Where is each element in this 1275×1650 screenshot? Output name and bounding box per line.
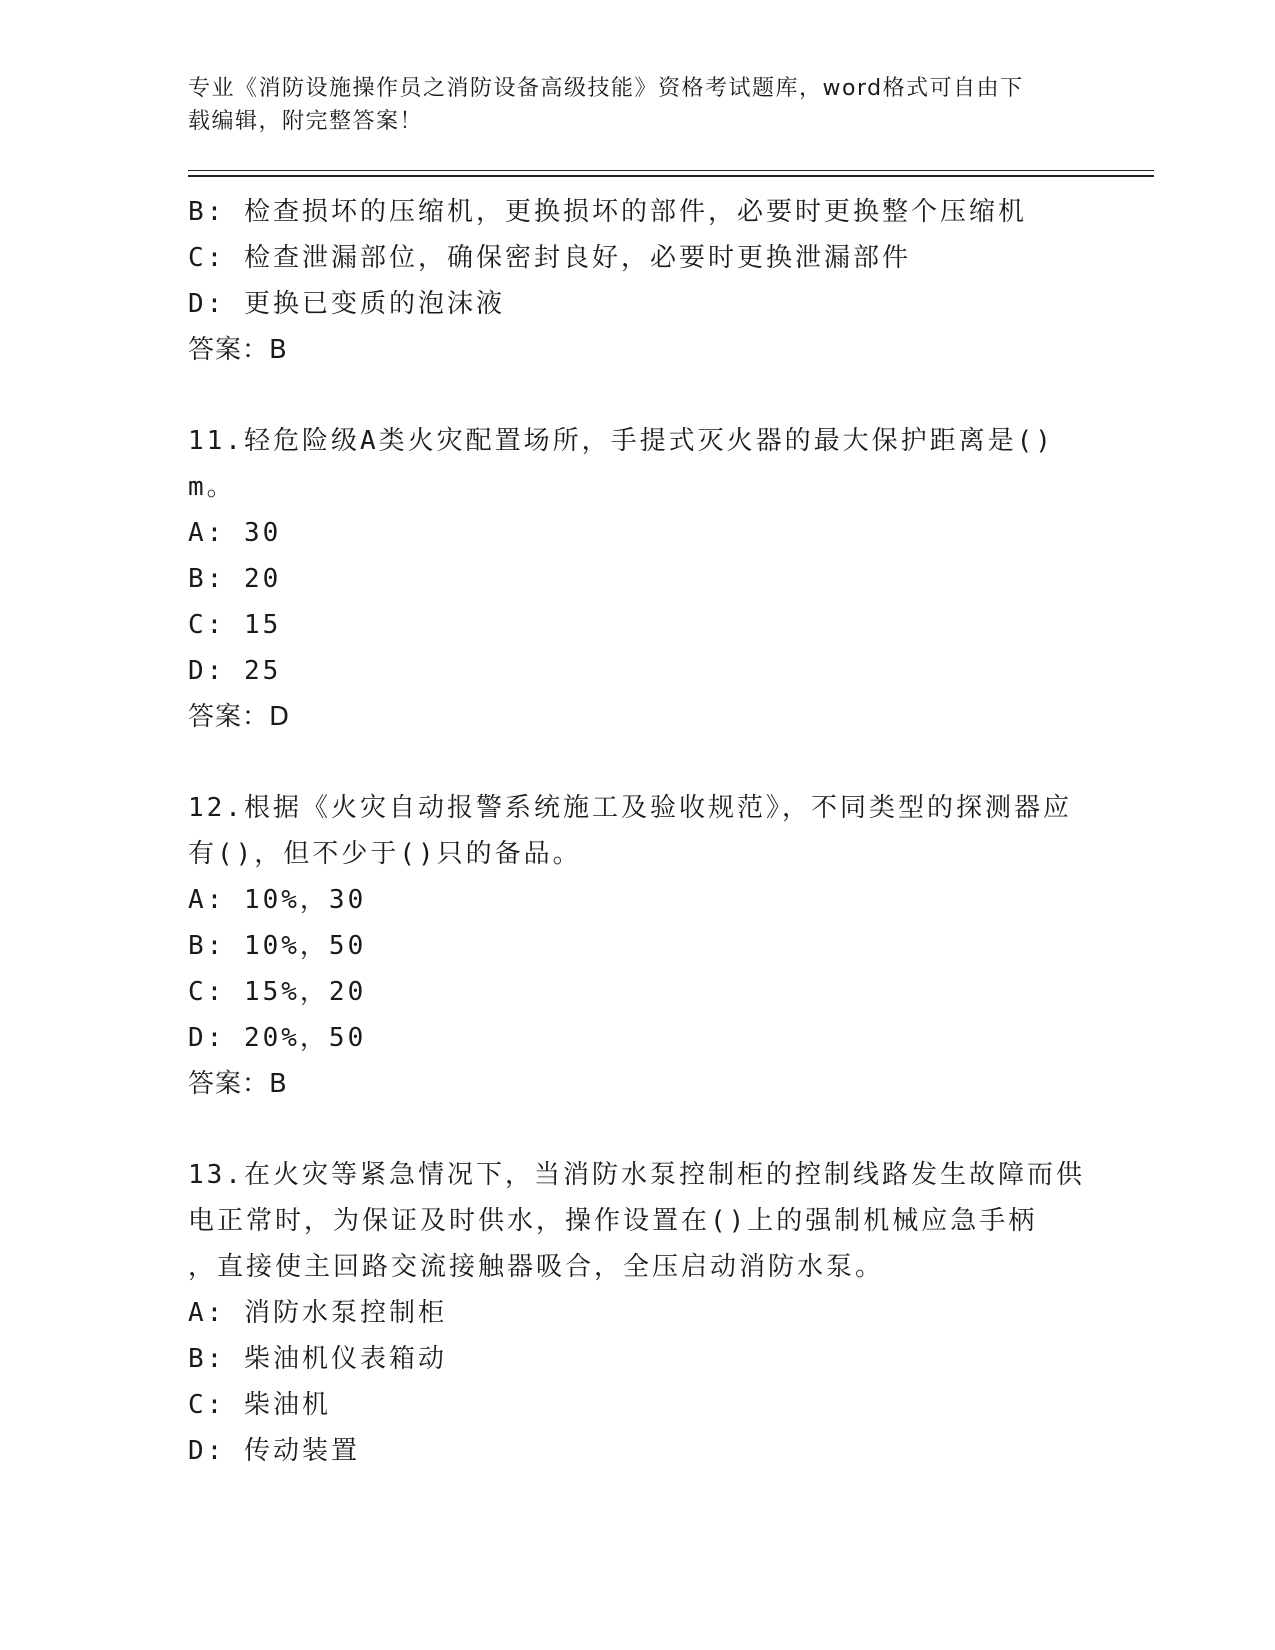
header-line-2: 载编辑，附完整答案！ <box>188 109 424 134</box>
question-stem: 电正常时，为保证及时供水，操作设置在()上的强制机械应急手柄 <box>188 1206 1038 1236</box>
question-11 <box>188 418 1088 740</box>
option-a: A: 10%，30 <box>188 885 367 915</box>
option-d: D: 更换已变质的泡沫液 <box>188 289 505 319</box>
option-c: C: 15%，20 <box>188 977 367 1007</box>
header-rule-thick <box>188 175 1154 177</box>
option-d: D: 传动装置 <box>188 1436 360 1466</box>
question-stem: 12.根据《火灾自动报警系统施工及验收规范》，不同类型的探测器应 <box>188 793 1072 823</box>
option-d: D: 25 <box>188 656 282 686</box>
option-b: B: 检查损坏的压缩机，更换损坏的部件，必要时更换整个压缩机 <box>188 197 1027 227</box>
option-b: B: 10%，50 <box>188 931 367 961</box>
question-stem: 有()，但不少于()只的备品。 <box>188 839 582 869</box>
document-header <box>188 72 1068 138</box>
option-a: A: 消防水泵控制柜 <box>188 1298 447 1328</box>
question-12 <box>188 785 1088 1107</box>
question-list <box>188 189 1088 1474</box>
option-c: C: 检查泄漏部位，确保密封良好，必要时更换泄漏部件 <box>188 243 911 273</box>
option-b: B: 柴油机仪表箱动 <box>188 1344 447 1374</box>
question-13 <box>188 1152 1088 1474</box>
option-b: B: 20 <box>188 564 282 594</box>
question-stem: m。 <box>188 472 236 502</box>
header-line-1: 专业《消防设施操作员之消防设备高级技能》资格考试题库，word格式可自由下 <box>188 76 1024 101</box>
answer-line: 答案：B <box>188 335 288 365</box>
question-stem: 11.轻危险级A类火灾配置场所，手提式灭火器的最大保护距离是() <box>188 426 1054 456</box>
question-stem: 13.在火灾等紧急情况下，当消防水泵控制柜的控制线路发生故障而供 <box>188 1160 1085 1190</box>
question-partial <box>188 189 1088 373</box>
answer-line: 答案：D <box>188 702 291 732</box>
question-stem: ，直接使主回路交流接触器吸合，全压启动消防水泵。 <box>188 1252 885 1282</box>
header-rule-thin <box>188 170 1154 171</box>
option-a: A: 30 <box>188 518 282 548</box>
answer-line: 答案：B <box>188 1069 288 1099</box>
option-d: D: 20%，50 <box>188 1023 367 1053</box>
option-c: C: 柴油机 <box>188 1390 331 1420</box>
option-c: C: 15 <box>188 610 282 640</box>
